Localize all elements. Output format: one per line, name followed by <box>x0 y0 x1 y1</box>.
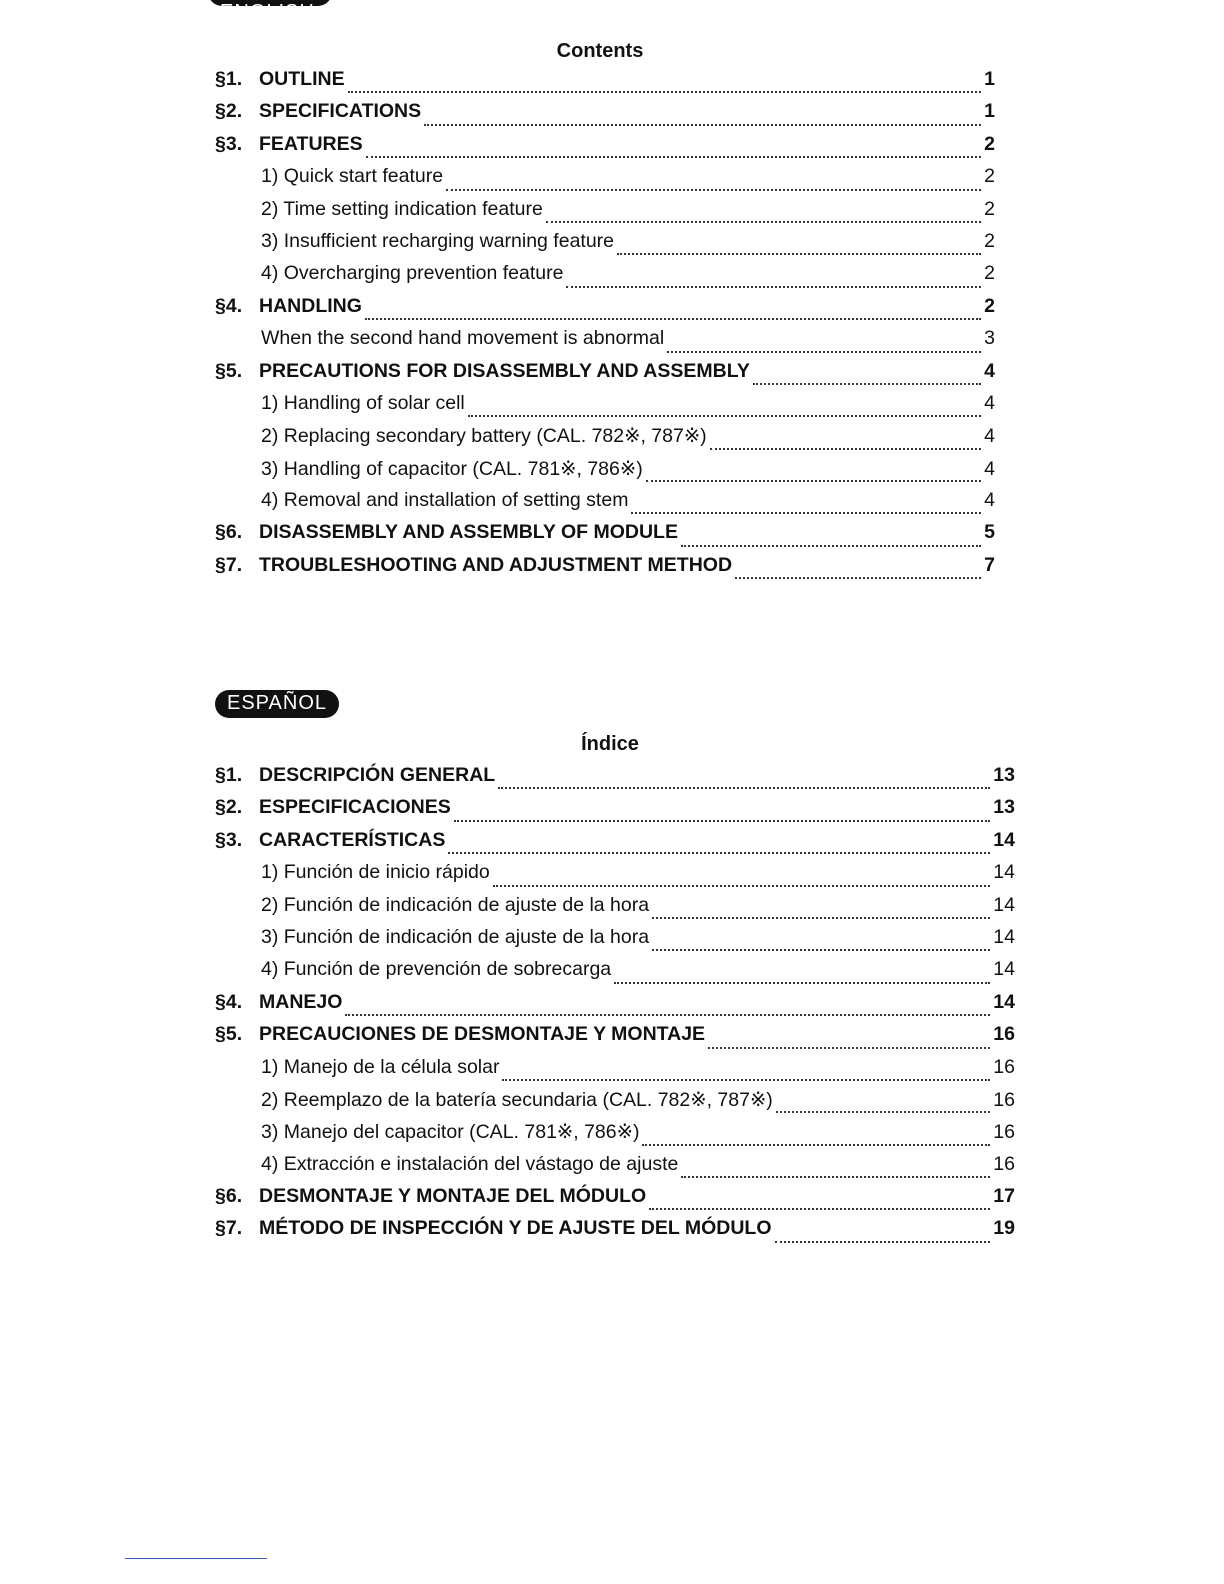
toc-entry-title: CARACTERÍSTICAS <box>259 828 446 851</box>
toc-entry-number: §6. <box>215 521 243 544</box>
toc-entry-page: 1 <box>984 68 995 90</box>
toc-entry[interactable] <box>215 327 995 359</box>
toc-entry-page: 2 <box>984 132 995 155</box>
toc-dot-leader <box>546 221 981 223</box>
toc-entry-page: 14 <box>993 861 1015 884</box>
toc-dot-leader <box>649 1208 990 1210</box>
toc-dot-leader <box>348 91 982 93</box>
toc-entry-page: 16 <box>993 1088 1015 1111</box>
toc-entry-number: §1. <box>215 68 243 90</box>
toc-entry-page: 4 <box>984 457 995 480</box>
toc-entry[interactable] <box>215 764 1015 796</box>
toc-dot-leader <box>365 318 981 320</box>
toc-entry[interactable] <box>215 926 1015 958</box>
toc-entry-title: PRECAUTIONS FOR DISASSEMBLY AND ASSEMBLY <box>259 359 750 382</box>
toc-entry-title: 1) Quick start feature <box>261 165 444 188</box>
toc-entry-page: 17 <box>993 1185 1015 1208</box>
toc-entry[interactable] <box>215 1120 1015 1152</box>
toc-entry-number: §3. <box>215 828 243 851</box>
toc-entry-title: 3) Handling of capacitor (CAL. 781※, 786※) <box>261 457 643 480</box>
toc-entry-page: 16 <box>993 1121 1015 1144</box>
toc-dot-leader <box>735 577 981 579</box>
contents-heading: Contents <box>556 40 644 62</box>
toc-entry-title: 2) Función de indicación de ajuste de la hora <box>261 893 650 916</box>
toc-entry-page: 4 <box>984 391 995 414</box>
indice-heading: Índice <box>581 733 639 755</box>
spanish-language-badge: ESPAÑOL <box>215 690 339 718</box>
toc-entry[interactable] <box>215 295 995 327</box>
toc-dot-leader <box>631 512 981 514</box>
toc-entry[interactable] <box>215 198 995 230</box>
toc-entry-title: 2) Reemplazo de la batería secundaria (CAL. 782※, 787※) <box>261 1088 773 1111</box>
toc-entry-title: DESCRIPCIÓN GENERAL <box>259 764 496 786</box>
toc-dot-leader <box>775 1241 991 1243</box>
toc-dot-leader <box>424 124 981 126</box>
toc-entry-page: 1 <box>984 100 995 123</box>
toc-entry[interactable] <box>215 1056 1015 1088</box>
toc-entry[interactable] <box>215 262 995 294</box>
spanish-toc-list <box>215 764 1015 1250</box>
toc-entry[interactable] <box>215 100 995 132</box>
toc-entry-page: 16 <box>993 1152 1015 1175</box>
toc-dot-leader <box>454 820 991 822</box>
toc-entry-title: TROUBLESHOOTING AND ADJUSTMENT METHOD <box>259 553 733 576</box>
toc-dot-leader <box>681 545 981 547</box>
toc-entry[interactable] <box>215 1217 1015 1249</box>
toc-entry-title: ESPECIFICACIONES <box>259 796 451 819</box>
toc-dot-leader <box>366 156 981 158</box>
toc-entry-page: 13 <box>993 764 1015 786</box>
toc-dot-leader <box>566 286 981 288</box>
toc-entry-number: §7. <box>215 1217 243 1240</box>
toc-entry-title: PRECAUCIONES DE DESMONTAJE Y MONTAJE <box>259 1023 706 1046</box>
toc-entry-page: 16 <box>993 1023 1015 1046</box>
toc-entry-page: 4 <box>984 359 995 382</box>
toc-entry-title: DISASSEMBLY AND ASSEMBLY OF MODULE <box>259 521 678 544</box>
toc-entry[interactable] <box>215 796 1015 828</box>
toc-dot-leader <box>345 1014 990 1016</box>
toc-entry-number: §7. <box>215 553 243 576</box>
toc-entry-page: 14 <box>993 958 1015 981</box>
toc-entry-title: DESMONTAJE Y MONTAJE DEL MÓDULO <box>259 1185 647 1208</box>
toc-entry-page: 5 <box>984 521 995 544</box>
toc-entry-page: 19 <box>993 1217 1015 1240</box>
toc-dot-leader <box>493 885 991 887</box>
toc-entry[interactable] <box>215 554 995 586</box>
toc-dot-leader <box>448 852 990 854</box>
toc-entry-number: §2. <box>215 796 243 819</box>
toc-entry-title: 4) Extracción e instalación del vástago de ajuste <box>261 1152 679 1175</box>
toc-entry-title: SPECIFICATIONS <box>259 100 422 123</box>
toc-entry-number: §2. <box>215 100 243 123</box>
toc-dot-leader <box>614 982 990 984</box>
toc-entry-number: §5. <box>215 1023 243 1046</box>
toc-entry-page: 2 <box>984 229 995 252</box>
toc-entry-title: MÉTODO DE INSPECCIÓN Y DE AJUSTE DEL MÓDULO <box>259 1217 772 1240</box>
toc-entry-title: When the second hand movement is abnormal <box>261 327 665 350</box>
toc-entry-title: 1) Función de inicio rápido <box>261 861 490 884</box>
toc-entry[interactable] <box>215 230 995 262</box>
toc-entry[interactable] <box>215 489 995 521</box>
toc-entry-number: §4. <box>215 990 243 1013</box>
toc-entry[interactable] <box>215 1153 1015 1185</box>
toc-entry-page: 14 <box>993 925 1015 948</box>
toc-entry[interactable] <box>215 1088 1015 1120</box>
toc-entry-title: 4) Removal and installation of setting stem <box>261 489 629 512</box>
toc-dot-leader <box>652 917 990 919</box>
toc-entry-number: §6. <box>215 1185 243 1208</box>
toc-dot-leader <box>468 415 981 417</box>
toc-entry-page: 14 <box>993 990 1015 1013</box>
toc-entry-title: FEATURES <box>259 132 363 155</box>
toc-dot-leader <box>753 383 981 385</box>
toc-entry-number: §3. <box>215 132 243 155</box>
toc-entry-title: 2) Replacing secondary battery (CAL. 782※, 787※) <box>261 425 707 448</box>
toc-entry-page: 4 <box>984 489 995 512</box>
toc-entry-title: 4) Overcharging prevention feature <box>261 262 564 285</box>
toc-entry-title: OUTLINE <box>259 68 345 90</box>
toc-dot-leader <box>708 1047 990 1049</box>
toc-dot-leader <box>681 1176 990 1178</box>
toc-entry-page: 2 <box>984 294 995 317</box>
toc-dot-leader <box>776 1111 991 1113</box>
toc-dot-leader <box>502 1079 990 1081</box>
toc-entry-number: §4. <box>215 294 243 317</box>
toc-entry[interactable] <box>215 360 995 392</box>
toc-entry[interactable] <box>215 1185 1015 1217</box>
toc-entry[interactable] <box>215 521 995 553</box>
english-toc-list <box>215 68 995 586</box>
toc-entry-page: 13 <box>993 796 1015 819</box>
toc-entry[interactable] <box>215 68 995 100</box>
toc-entry[interactable] <box>215 1023 1015 1055</box>
toc-dot-leader <box>667 351 981 353</box>
toc-entry-title: HANDLING <box>259 294 362 317</box>
toc-entry[interactable] <box>215 991 1015 1023</box>
toc-entry[interactable] <box>215 424 995 456</box>
toc-entry-page: 16 <box>993 1055 1015 1078</box>
toc-entry-page: 3 <box>984 327 995 350</box>
toc-dot-leader <box>646 480 981 482</box>
toc-entry-title: 1) Handling of solar cell <box>261 391 465 414</box>
toc-entry-page: 2 <box>984 262 995 285</box>
toc-entry-title: 3) Manejo del capacitor (CAL. 781※, 786※) <box>261 1121 640 1144</box>
toc-entry-number: §1. <box>215 764 243 786</box>
toc-entry-page: 7 <box>984 553 995 576</box>
toc-entry[interactable] <box>215 457 995 489</box>
toc-entry[interactable] <box>215 829 1015 861</box>
toc-entry-page: 2 <box>984 165 995 188</box>
toc-dot-leader <box>642 1144 990 1146</box>
toc-entry[interactable] <box>215 894 1015 926</box>
toc-dot-leader <box>652 949 990 951</box>
toc-entry[interactable] <box>215 958 1015 990</box>
toc-entry-title: 3) Insufficient recharging warning feature <box>261 229 615 252</box>
toc-entry[interactable] <box>215 165 995 197</box>
toc-dot-leader <box>446 189 981 191</box>
toc-entry-title: 3) Función de indicación de ajuste de la hora <box>261 925 650 948</box>
toc-entry-number: §5. <box>215 359 243 382</box>
toc-entry-title: MANEJO <box>259 990 343 1013</box>
toc-entry[interactable] <box>215 133 995 165</box>
toc-entry[interactable] <box>215 392 995 424</box>
toc-dot-leader <box>710 448 981 450</box>
toc-entry-page: 4 <box>984 425 995 448</box>
toc-entry-page: 14 <box>993 893 1015 916</box>
toc-entry-page: 14 <box>993 828 1015 851</box>
toc-entry-title: 2) Time setting indication feature <box>261 197 543 220</box>
toc-entry-title: 4) Función de prevención de sobrecarga <box>261 958 612 981</box>
english-language-badge: ENGLISH <box>208 0 332 6</box>
toc-dot-leader <box>617 253 981 255</box>
toc-dot-leader <box>498 787 990 789</box>
toc-entry-title: 1) Manejo de la célula solar <box>261 1055 500 1078</box>
toc-entry[interactable] <box>215 861 1015 893</box>
footer-rule <box>125 1558 267 1559</box>
toc-entry-page: 2 <box>984 197 995 220</box>
